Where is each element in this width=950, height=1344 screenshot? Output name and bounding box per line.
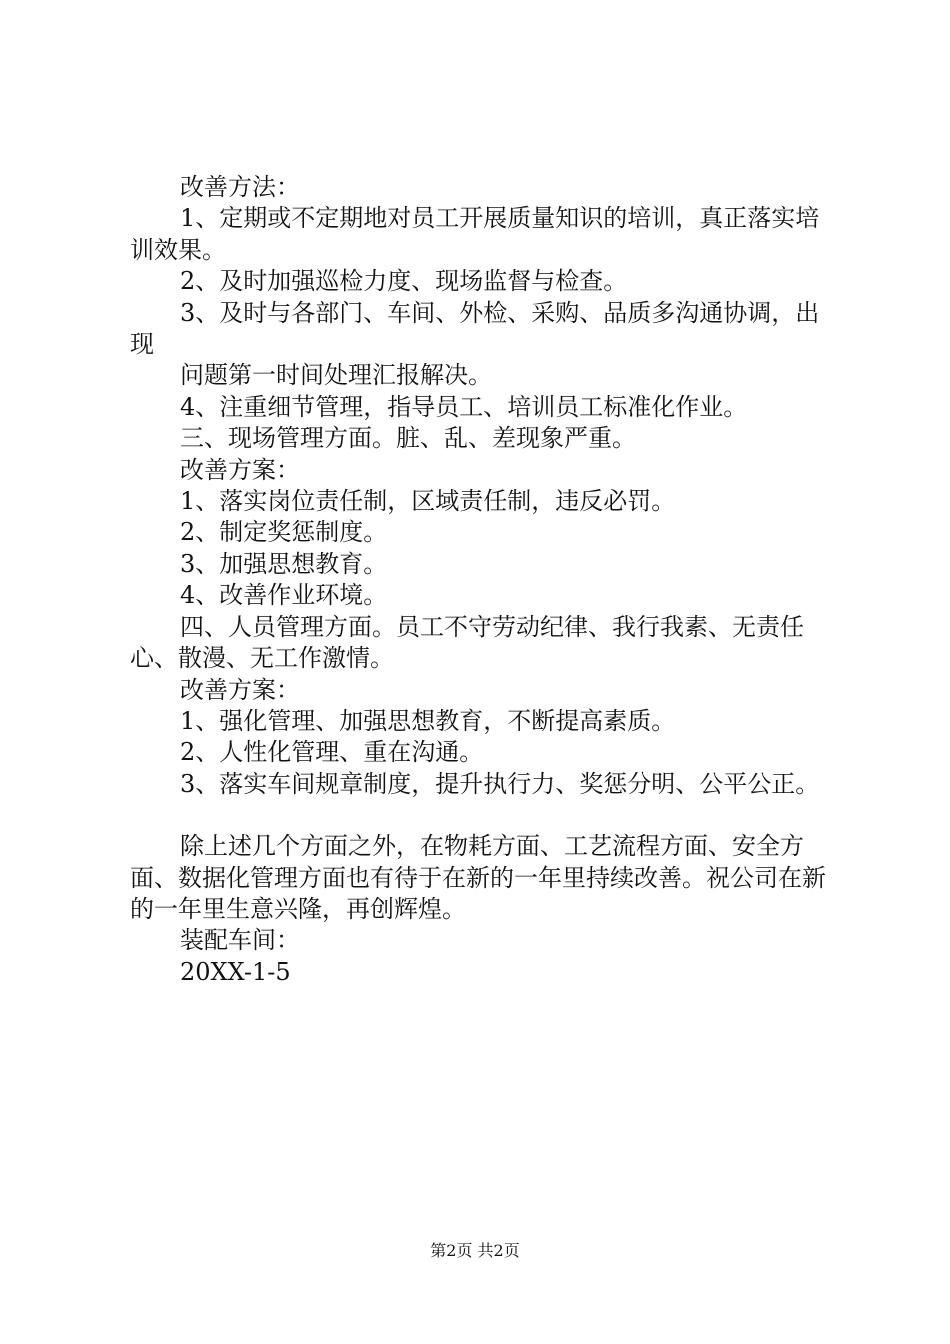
closing-paragraph: 除上述几个方面之外，在物耗方面、工艺流程方面、安全方面、数据化管理方面也有待于在新的一年里持续改善。祝公司在新的一年里生意兴隆，再创辉煌。 [130, 832, 826, 923]
paragraph-line: 1、落实岗位责任制，区域责任制，违反必罚。 [180, 487, 676, 516]
blank-line [130, 800, 830, 831]
paragraph-line: 改善方法： [180, 173, 300, 201]
paragraph-line: 4、改善作业环境。 [180, 581, 388, 610]
document-body [130, 172, 830, 988]
signature-department: 装配车间： [180, 926, 300, 955]
paragraph-line: 1、强化管理、加强思想教育，不断提高素质。 [180, 706, 676, 735]
paragraph-line: 2、人性化管理、重在沟通。 [180, 738, 484, 767]
paragraph-line: 4、注重细节管理，指导员工、培训员工标准化作业。 [180, 392, 748, 421]
paragraph-line: 3、落实车间规章制度，提升执行力、奖惩分明、公平公正。 [180, 769, 820, 798]
paragraph-line: 3、及时与各部门、车间、外检、采购、品质多沟通协调，出现 [130, 298, 820, 359]
paragraph-line: 改善方案： [180, 455, 300, 484]
section-heading: 四、人员管理方面。员工不守劳动纪律、我行我素、无责任心、散漫、无工作激情。 [130, 612, 804, 673]
paragraph-line: 2、制定奖惩制度。 [180, 518, 388, 547]
paragraph-line: 问题第一时间处理汇报解决。 [180, 361, 492, 390]
section-heading: 三、现场管理方面。脏、乱、差现象严重。 [180, 424, 636, 453]
paragraph-line: 1、定期或不定期地对员工开展质量知识的培训，真正落实培训效果。 [130, 204, 820, 264]
paragraph-line: 改善方案： [180, 675, 300, 704]
signature-date: 20XX-1-5 [180, 957, 291, 986]
page-footer: 第2页 共2页 [430, 1241, 520, 1260]
paragraph-line: 2、及时加强巡检力度、现场监督与检查。 [180, 267, 628, 296]
paragraph-line: 3、加强思想教育。 [180, 549, 388, 578]
